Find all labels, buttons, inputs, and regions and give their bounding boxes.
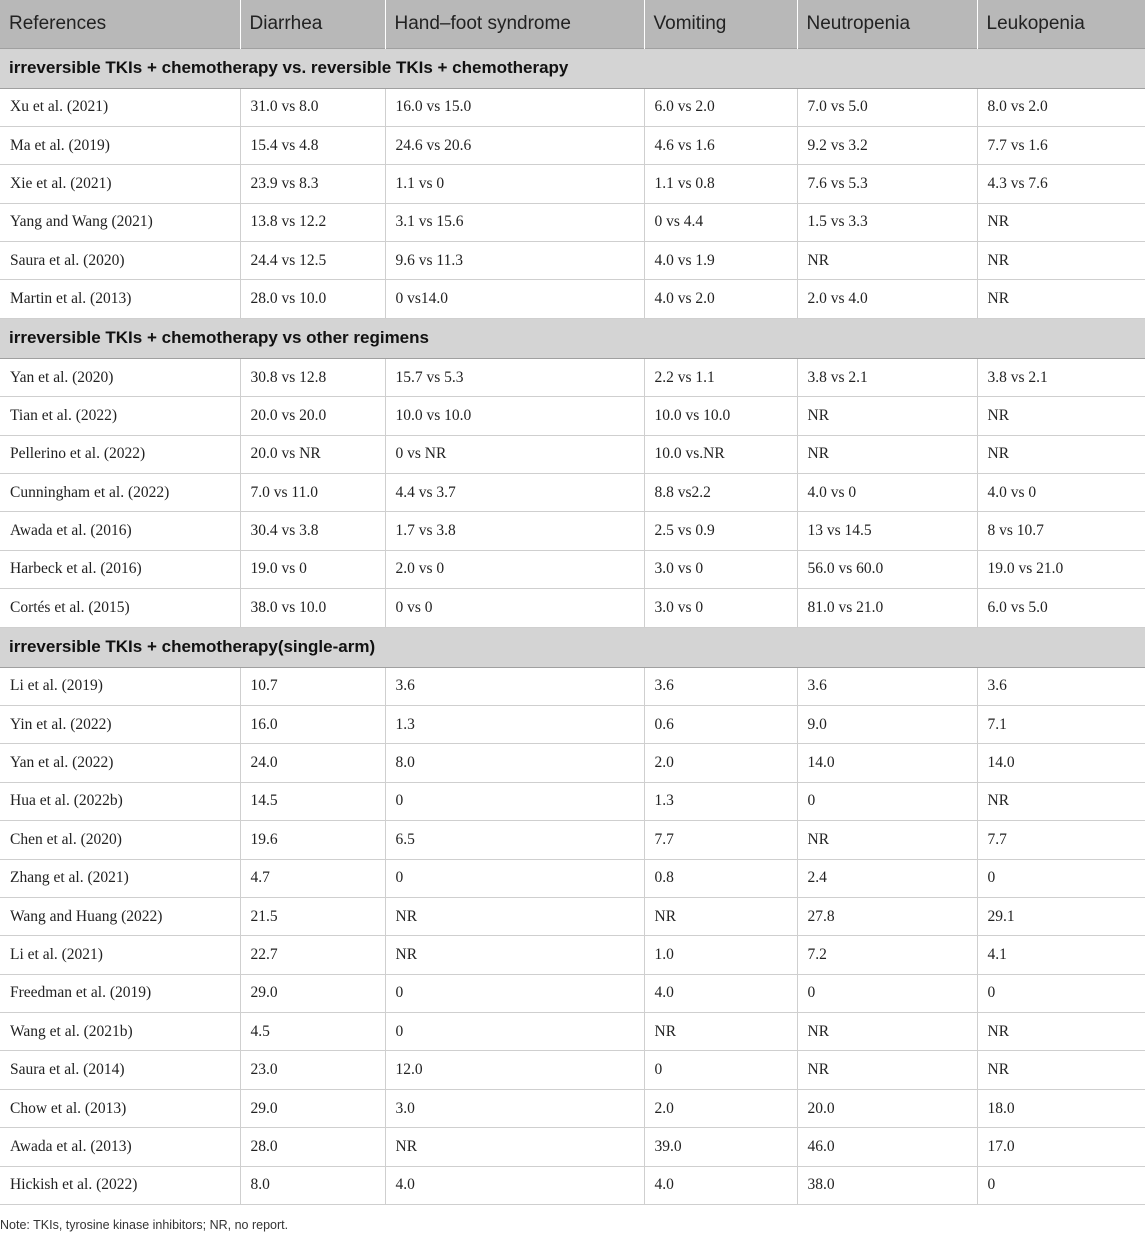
vomiting-cell: 2.2 vs 1.1 xyxy=(644,358,797,396)
neutropenia-cell: 7.2 xyxy=(797,936,977,974)
reference-cell: Xu et al. (2021) xyxy=(0,88,240,126)
neutropenia-cell: 81.0 vs 21.0 xyxy=(797,589,977,627)
neutropenia-cell: 46.0 xyxy=(797,1128,977,1166)
table-row xyxy=(0,936,1145,974)
diarrhea-cell: 8.0 xyxy=(240,1166,385,1204)
leukopenia-cell: 18.0 xyxy=(977,1089,1145,1127)
table-row xyxy=(0,782,1145,820)
vomiting-cell: 0.6 xyxy=(644,705,797,743)
table-row xyxy=(0,550,1145,588)
table-note: Note: TKIs, tyrosine kinase inhibitors; NR, no report. xyxy=(0,1218,289,1232)
table-row xyxy=(0,88,1145,126)
table-row xyxy=(0,203,1145,241)
diarrhea-cell: 28.0 vs 10.0 xyxy=(240,280,385,318)
diarrhea-cell: 31.0 vs 8.0 xyxy=(240,88,385,126)
vomiting-cell: 10.0 vs 10.0 xyxy=(644,397,797,435)
vomiting-cell: NR xyxy=(644,1013,797,1051)
group-row xyxy=(0,318,1145,358)
hand-foot-syndrome-cell: 1.3 xyxy=(385,705,644,743)
table-row xyxy=(0,165,1145,203)
reference-cell: Saura et al. (2014) xyxy=(0,1051,240,1089)
hand-foot-syndrome-cell: 0 vs NR xyxy=(385,435,644,473)
hand-foot-syndrome-cell: 3.0 xyxy=(385,1089,644,1127)
leukopenia-cell: NR xyxy=(977,203,1145,241)
hand-foot-syndrome-cell: 0 xyxy=(385,1013,644,1051)
diarrhea-cell: 20.0 vs 20.0 xyxy=(240,397,385,435)
reference-cell: Wang and Huang (2022) xyxy=(0,897,240,935)
table-row xyxy=(0,358,1145,396)
leukopenia-cell: NR xyxy=(977,435,1145,473)
leukopenia-cell: 4.1 xyxy=(977,936,1145,974)
diarrhea-cell: 30.4 vs 3.8 xyxy=(240,512,385,550)
diarrhea-cell: 29.0 xyxy=(240,974,385,1012)
hand-foot-syndrome-cell: 3.1 vs 15.6 xyxy=(385,203,644,241)
leukopenia-cell: 14.0 xyxy=(977,744,1145,782)
neutropenia-cell: 2.0 vs 4.0 xyxy=(797,280,977,318)
vomiting-cell: 1.0 xyxy=(644,936,797,974)
vomiting-cell: 7.7 xyxy=(644,821,797,859)
reference-cell: Zhang et al. (2021) xyxy=(0,859,240,897)
header-cell-diarrhea: Diarrhea xyxy=(240,0,385,48)
leukopenia-cell: 7.7 vs 1.6 xyxy=(977,126,1145,164)
diarrhea-cell: 4.7 xyxy=(240,859,385,897)
vomiting-cell: 3.0 vs 0 xyxy=(644,589,797,627)
reference-cell: Hua et al. (2022b) xyxy=(0,782,240,820)
table-row xyxy=(0,589,1145,627)
vomiting-cell: 39.0 xyxy=(644,1128,797,1166)
leukopenia-cell: NR xyxy=(977,1013,1145,1051)
table-row xyxy=(0,974,1145,1012)
header-row xyxy=(0,0,1145,48)
neutropenia-cell: 56.0 vs 60.0 xyxy=(797,550,977,588)
table-row xyxy=(0,126,1145,164)
neutropenia-cell: 9.0 xyxy=(797,705,977,743)
reference-cell: Li et al. (2021) xyxy=(0,936,240,974)
neutropenia-cell: 14.0 xyxy=(797,744,977,782)
diarrhea-cell: 19.6 xyxy=(240,821,385,859)
reference-cell: Awada et al. (2016) xyxy=(0,512,240,550)
hand-foot-syndrome-cell: 15.7 vs 5.3 xyxy=(385,358,644,396)
leukopenia-cell: 0 xyxy=(977,974,1145,1012)
reference-cell: Xie et al. (2021) xyxy=(0,165,240,203)
vomiting-cell: 3.6 xyxy=(644,667,797,705)
table-row xyxy=(0,280,1145,318)
vomiting-cell: 4.0 vs 2.0 xyxy=(644,280,797,318)
table-row xyxy=(0,667,1145,705)
diarrhea-cell: 21.5 xyxy=(240,897,385,935)
reference-cell: Tian et al. (2022) xyxy=(0,397,240,435)
vomiting-cell: 4.0 vs 1.9 xyxy=(644,242,797,280)
leukopenia-cell: NR xyxy=(977,1051,1145,1089)
neutropenia-cell: NR xyxy=(797,821,977,859)
table-row xyxy=(0,397,1145,435)
leukopenia-cell: NR xyxy=(977,782,1145,820)
diarrhea-cell: 24.4 vs 12.5 xyxy=(240,242,385,280)
reference-cell: Ma et al. (2019) xyxy=(0,126,240,164)
table-row xyxy=(0,1128,1145,1166)
group-row xyxy=(0,627,1145,667)
hand-foot-syndrome-cell: NR xyxy=(385,897,644,935)
diarrhea-cell: 15.4 vs 4.8 xyxy=(240,126,385,164)
diarrhea-cell: 24.0 xyxy=(240,744,385,782)
table-row xyxy=(0,435,1145,473)
vomiting-cell: 2.0 xyxy=(644,744,797,782)
diarrhea-cell: 4.5 xyxy=(240,1013,385,1051)
table-row xyxy=(0,474,1145,512)
neutropenia-cell: 7.0 vs 5.0 xyxy=(797,88,977,126)
vomiting-cell: 4.0 xyxy=(644,974,797,1012)
hand-foot-syndrome-cell: 8.0 xyxy=(385,744,644,782)
hand-foot-syndrome-cell: 1.1 vs 0 xyxy=(385,165,644,203)
neutropenia-cell: 1.5 vs 3.3 xyxy=(797,203,977,241)
header-cell-leukopenia: Leukopenia xyxy=(977,0,1145,48)
hand-foot-syndrome-cell: 4.4 vs 3.7 xyxy=(385,474,644,512)
vomiting-cell: 1.3 xyxy=(644,782,797,820)
table-row xyxy=(0,897,1145,935)
vomiting-cell: 0.8 xyxy=(644,859,797,897)
table-row xyxy=(0,744,1145,782)
reference-cell: Wang et al. (2021b) xyxy=(0,1013,240,1051)
leukopenia-cell: 8 vs 10.7 xyxy=(977,512,1145,550)
reference-cell: Harbeck et al. (2016) xyxy=(0,550,240,588)
hand-foot-syndrome-cell: 0 vs 0 xyxy=(385,589,644,627)
diarrhea-cell: 13.8 vs 12.2 xyxy=(240,203,385,241)
leukopenia-cell: 7.7 xyxy=(977,821,1145,859)
diarrhea-cell: 20.0 vs NR xyxy=(240,435,385,473)
diarrhea-cell: 30.8 vs 12.8 xyxy=(240,358,385,396)
neutropenia-cell: 2.4 xyxy=(797,859,977,897)
hand-foot-syndrome-cell: 10.0 vs 10.0 xyxy=(385,397,644,435)
reference-cell: Awada et al. (2013) xyxy=(0,1128,240,1166)
header-cell-vomiting: Vomiting xyxy=(644,0,797,48)
reference-cell: Chow et al. (2013) xyxy=(0,1089,240,1127)
reference-cell: Cunningham et al. (2022) xyxy=(0,474,240,512)
leukopenia-cell: NR xyxy=(977,280,1145,318)
reference-cell: Yang and Wang (2021) xyxy=(0,203,240,241)
neutropenia-cell: 13 vs 14.5 xyxy=(797,512,977,550)
neutropenia-cell: NR xyxy=(797,242,977,280)
group-title: irreversible TKIs + chemotherapy vs. reversible TKIs + chemotherapy xyxy=(0,48,1145,88)
hand-foot-syndrome-cell: 0 xyxy=(385,782,644,820)
hand-foot-syndrome-cell: 4.0 xyxy=(385,1166,644,1204)
vomiting-cell: 8.8 vs2.2 xyxy=(644,474,797,512)
diarrhea-cell: 28.0 xyxy=(240,1128,385,1166)
neutropenia-cell: NR xyxy=(797,397,977,435)
neutropenia-cell: 27.8 xyxy=(797,897,977,935)
diarrhea-cell: 23.9 vs 8.3 xyxy=(240,165,385,203)
table-row xyxy=(0,821,1145,859)
diarrhea-cell: 22.7 xyxy=(240,936,385,974)
neutropenia-cell: 38.0 xyxy=(797,1166,977,1204)
diarrhea-cell: 29.0 xyxy=(240,1089,385,1127)
reference-cell: Freedman et al. (2019) xyxy=(0,974,240,1012)
leukopenia-cell: 8.0 vs 2.0 xyxy=(977,88,1145,126)
reference-cell: Pellerino et al. (2022) xyxy=(0,435,240,473)
table-row xyxy=(0,1013,1145,1051)
hand-foot-syndrome-cell: 6.5 xyxy=(385,821,644,859)
neutropenia-cell: NR xyxy=(797,1013,977,1051)
header-cell-neutropenia: Neutropenia xyxy=(797,0,977,48)
hand-foot-syndrome-cell: 16.0 vs 15.0 xyxy=(385,88,644,126)
diarrhea-cell: 14.5 xyxy=(240,782,385,820)
neutropenia-cell: 20.0 xyxy=(797,1089,977,1127)
vomiting-cell: 10.0 vs.NR xyxy=(644,435,797,473)
reference-cell: Chen et al. (2020) xyxy=(0,821,240,859)
vomiting-cell: 0 vs 4.4 xyxy=(644,203,797,241)
hand-foot-syndrome-cell: 12.0 xyxy=(385,1051,644,1089)
hand-foot-syndrome-cell: NR xyxy=(385,1128,644,1166)
leukopenia-cell: 19.0 vs 21.0 xyxy=(977,550,1145,588)
table-row xyxy=(0,1051,1145,1089)
group-title: irreversible TKIs + chemotherapy vs other regimens xyxy=(0,318,1145,358)
table-row xyxy=(0,512,1145,550)
reference-cell: Yin et al. (2022) xyxy=(0,705,240,743)
hand-foot-syndrome-cell: 24.6 vs 20.6 xyxy=(385,126,644,164)
neutropenia-cell: 7.6 vs 5.3 xyxy=(797,165,977,203)
leukopenia-cell: 0 xyxy=(977,1166,1145,1204)
vomiting-cell: 1.1 vs 0.8 xyxy=(644,165,797,203)
vomiting-cell: 2.5 vs 0.9 xyxy=(644,512,797,550)
table-row xyxy=(0,859,1145,897)
hand-foot-syndrome-cell: 2.0 vs 0 xyxy=(385,550,644,588)
group-title: irreversible TKIs + chemotherapy(single-arm) xyxy=(0,627,1145,667)
table-header xyxy=(0,0,1145,48)
vomiting-cell: 3.0 vs 0 xyxy=(644,550,797,588)
neutropenia-cell: 0 xyxy=(797,782,977,820)
diarrhea-cell: 38.0 vs 10.0 xyxy=(240,589,385,627)
hand-foot-syndrome-cell: 1.7 vs 3.8 xyxy=(385,512,644,550)
header-cell-references: References xyxy=(0,0,240,48)
reference-cell: Yan et al. (2022) xyxy=(0,744,240,782)
hand-foot-syndrome-cell: 3.6 xyxy=(385,667,644,705)
reference-cell: Martin et al. (2013) xyxy=(0,280,240,318)
reference-cell: Saura et al. (2020) xyxy=(0,242,240,280)
table-row xyxy=(0,1089,1145,1127)
vomiting-cell: 2.0 xyxy=(644,1089,797,1127)
leukopenia-cell: 17.0 xyxy=(977,1128,1145,1166)
leukopenia-cell: 0 xyxy=(977,859,1145,897)
reference-cell: Li et al. (2019) xyxy=(0,667,240,705)
neutropenia-cell: 3.8 vs 2.1 xyxy=(797,358,977,396)
leukopenia-cell: 6.0 vs 5.0 xyxy=(977,589,1145,627)
table-body xyxy=(0,48,1145,1205)
neutropenia-cell: 0 xyxy=(797,974,977,1012)
leukopenia-cell: 3.6 xyxy=(977,667,1145,705)
hand-foot-syndrome-cell: NR xyxy=(385,936,644,974)
hand-foot-syndrome-cell: 0 xyxy=(385,859,644,897)
leukopenia-cell: 7.1 xyxy=(977,705,1145,743)
leukopenia-cell: 4.3 vs 7.6 xyxy=(977,165,1145,203)
header-cell-hand-foot-syndrome: Hand–foot syndrome xyxy=(385,0,644,48)
table-row xyxy=(0,705,1145,743)
vomiting-cell: 4.0 xyxy=(644,1166,797,1204)
reference-cell: Cortés et al. (2015) xyxy=(0,589,240,627)
diarrhea-cell: 16.0 xyxy=(240,705,385,743)
group-row xyxy=(0,48,1145,88)
neutropenia-cell: NR xyxy=(797,435,977,473)
leukopenia-cell: 4.0 vs 0 xyxy=(977,474,1145,512)
vomiting-cell: 6.0 vs 2.0 xyxy=(644,88,797,126)
leukopenia-cell: NR xyxy=(977,242,1145,280)
neutropenia-cell: 4.0 vs 0 xyxy=(797,474,977,512)
leukopenia-cell: 29.1 xyxy=(977,897,1145,935)
leukopenia-cell: 3.8 vs 2.1 xyxy=(977,358,1145,396)
vomiting-cell: 0 xyxy=(644,1051,797,1089)
table-row xyxy=(0,1166,1145,1204)
vomiting-cell: NR xyxy=(644,897,797,935)
reference-cell: Hickish et al. (2022) xyxy=(0,1166,240,1204)
diarrhea-cell: 10.7 xyxy=(240,667,385,705)
hand-foot-syndrome-cell: 9.6 vs 11.3 xyxy=(385,242,644,280)
leukopenia-cell: NR xyxy=(977,397,1145,435)
neutropenia-cell: 9.2 vs 3.2 xyxy=(797,126,977,164)
hand-foot-syndrome-cell: 0 xyxy=(385,974,644,1012)
neutropenia-cell: NR xyxy=(797,1051,977,1089)
diarrhea-cell: 19.0 vs 0 xyxy=(240,550,385,588)
hand-foot-syndrome-cell: 0 vs14.0 xyxy=(385,280,644,318)
table-row xyxy=(0,242,1145,280)
diarrhea-cell: 23.0 xyxy=(240,1051,385,1089)
diarrhea-cell: 7.0 vs 11.0 xyxy=(240,474,385,512)
vomiting-cell: 4.6 vs 1.6 xyxy=(644,126,797,164)
reference-cell: Yan et al. (2020) xyxy=(0,358,240,396)
neutropenia-cell: 3.6 xyxy=(797,667,977,705)
